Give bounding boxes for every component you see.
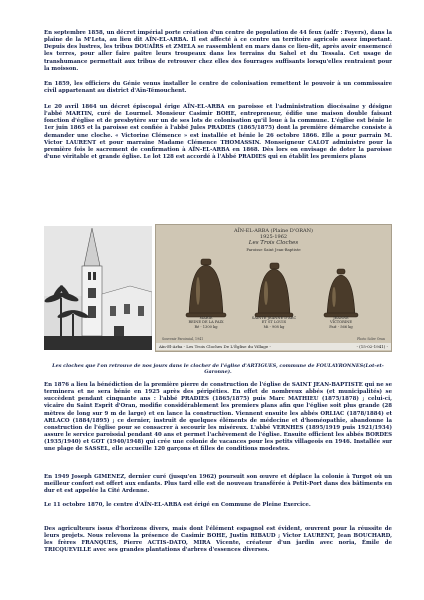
postcard-heading [156, 228, 391, 240]
bell-2-label [249, 316, 299, 329]
paragraph-parish-1864: Le 20 avril 1864 un décret épiscopal érige AÏN-EL-ARBA en paroisse et l'administration diocésaine y désigne l'abbé MARTIN, curé de Lourmel. Monsieur Casimir BOHE, entrepreneur, édifie une maison double faisant fonction d'église et de presbytère sur un de ses lots de colonisation qu'il loue à la commune. L'église est bénie le 1er juin 1865 et la paroisse est confiée à l'abbé Jules PRADIES (1865/1875) dont la première démarche consiste à demander une cloche. « Victorine Clémence » est installée et bénie le 26 octobre 1866. Elle a pour parrain M. Victor LAURENT et pour marraine Madame Clémence THOMASSIN. Monseigneur CALOT administre pour la première fois le sacrement de confirmation à AÏN-EL-ARBA en 1868. Dès lors on envisage de doter la paroisse d'une véritable et grande église. Le lot 128 est accordé à l'Abbé PRADIES qui en établit les premiers plans [44, 104, 392, 161]
postcard-footer [156, 343, 391, 350]
bell-1-label [181, 316, 231, 329]
photo-caption: Les cloches que l'on retrouve de nos jours dans le clocher de l'église d'ARTIGUES, commune de FOULAYRONNES(Lot-et-Garonne). [52, 363, 384, 375]
postcard-parish: Paroisse Saint Jean-Baptiste [246, 247, 301, 252]
bell-2-name: SAINTE JEANNE D'ARC [251, 316, 297, 320]
photo-section [44, 224, 392, 354]
postcard-heading-line1: AÏN-EL-ARBA (Plaine D'ORAN) [233, 228, 313, 234]
bell-3-name: JEANNE [333, 316, 349, 320]
church-photo [44, 226, 152, 350]
bell-1-name: MARIE [199, 316, 213, 320]
bell-3-label [316, 316, 366, 329]
bell-1-subtitle: REINE DE LA PAIX [188, 320, 224, 325]
paragraph-agriculteurs: Des agriculteurs issus d'horizons divers, mais dont l'élément espagnol est évident, œuvrent pour la réussite de leurs projets. Nous relevons la présence de Casimir BOHE, Justin RIBAUD ; Victor LAURENT, Jean BOUCHARD, les frères FRANQUES, Pierre ACTIS-DATO, MIRA Vicente, créateur d'un jardin avec noria, Émile de TRICQUEVILLE avec ses grandes plantations d'arbres d'essences diverses. [44, 526, 392, 554]
paragraph-church-construction: En 1876 a lieu la bénédiction de la première pierre de construction de l'église de SAINT JEAN-BAPTISTE qui ne se terminera et ne sera bénie en 1925 après des péripéties. En effet de nombreux abbés (et municipalités) se succèdent pendant cinquante ans : l'abbé PRADIES (1865/1875) puis Marc MATHIEU (1875/1878) ; celui-ci, vicaire du Saint Esprit d'Oran, modifie considérablement les premiers plans afin que l'église soit plus grande (28 mètres de long sur 9 m de large) et en lance la construction. Viennent ensuite les abbés ORLIAC (1878/1884) et ARLACO (1884/1895) ; ce dernier, instruit de quelques éléments de médecine et d'homéopathie, abandonne la construction de l'église pour se consacrer à secourir les miséreux. L'abbé VERNHES (1895/1919 puis 1921/1934) assure le service paroissial pendant 40 ans et permet l'achèvement de l'église. Ensuite officient les abbés BORDES (1935/1940) et GOT (1940/1948) qui crée une colonie de vacances pour les petits villageois en 1946. Installée sur une plage de SASSEL, elle accueille 120 garçons et filles de conditions modestes. [44, 382, 392, 453]
bells-postcard [155, 224, 392, 352]
postcard-credit-right: Photo Soler Oran [357, 337, 385, 341]
postcard-footer-right: - (15-02-1941) - [356, 344, 388, 349]
bell-2-subtitle: ET ST LOUIS [261, 320, 287, 325]
bell-2-weight: Mi - 908 kg [263, 324, 285, 329]
postcard-credit-left: Souvenir Paroissial, 1941 [162, 337, 204, 341]
bell-1-weight: Ré - 1300 kg [194, 324, 218, 329]
bell-3-subtitle: VICTORINE [329, 320, 352, 325]
postcard-footer-left: Aïn-El-Arba - Les Trois Cloches De L'Église du Village - [159, 344, 271, 349]
paragraph-1859: En 1859, les officiers du Génie venus installer le centre de colonisation remettent le pouvoir à un commissaire civil appartenant au district d'Aïn-Témouchent. [44, 81, 392, 95]
paragraph-commune-1870: Le 11 octobre 1870, le centre d'AÏN-EL-ARBA est érigé en Commune de Pleine Exercice. [44, 502, 311, 508]
church-illustration [44, 226, 152, 350]
postcard-title: Les Trois Cloches [248, 240, 299, 246]
paragraph-1949: En 1949 Joseph GIMENEZ, dernier curé (jusqu'en 1962) poursuit son œuvre et déplace la colonie à Turgot où un meilleur confort est offert aux enfants. Plus tard elle est de nouveau transférée à Petit-Port dans des bâtiments en dur et est appelée la Cité Ardenne. [44, 474, 392, 495]
postcard-heading-line2: 1925-1962 [259, 234, 288, 240]
bell-3-weight: Fa# - 566 kg [329, 324, 353, 329]
paragraph-founding-1858: En septembre 1858, un décret impérial porte création d'un centre de population de 44 feux (adfr : Foyers), dans la plaine de la M'Leta, au lieu dit AÏN-EL-ARBA. Il est affecté à ce centre un territoire agricole assez important. Depuis des lustres, les tribus DOUAÏRS et ZMELA se rassemblent en mars dans ce lieu-dit, après avoir ensemencé les terres, pour aller faire paître leurs troupeaux dans les terrains du Sahel et du Tessala. Cet usage de transhumance permettait aux tribus de retrouver chez elles des fourrages suffisants lorsqu'elles rentraient pour la moisson. [44, 30, 392, 72]
